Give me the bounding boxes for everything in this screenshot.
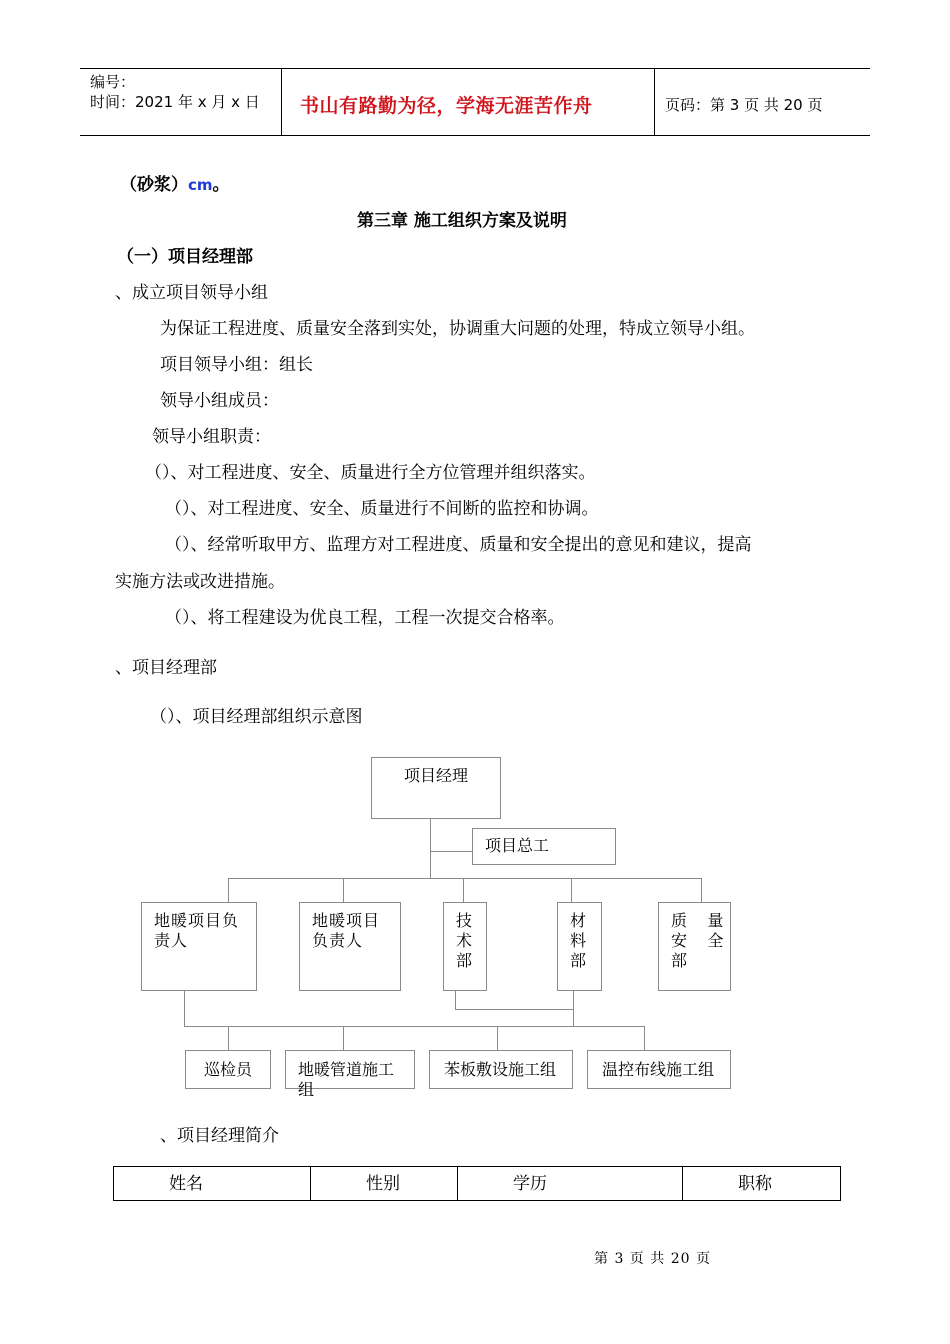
org-box-team-4 <box>587 1050 731 1089</box>
org-label-dept-4: 材料部 <box>570 911 587 970</box>
connector-dept-4-down <box>573 990 574 1026</box>
org-label-dept-2: 地暖项目负责人 <box>312 911 381 950</box>
table-header-cell <box>458 1167 683 1201</box>
table-header-row <box>114 1167 841 1201</box>
org-label-dept-1: 地暖项目负责人 <box>154 911 240 950</box>
table-header-cell <box>683 1167 841 1201</box>
duty-item-3-line-1: （）、经常听取甲方、监理方对工程进度、质量和安全提出的意见和建议，提高 <box>165 535 752 555</box>
duty-item-4: （）、将工程建设为优良工程，工程一次提交合格率。 <box>165 608 565 628</box>
connector-manager-down <box>430 818 431 878</box>
duty-item-3-line-2: 实施方法或改进措施。 <box>115 572 285 592</box>
connector-chief-engineer <box>430 851 472 852</box>
org-label-dept-5-line-2: 安 全 <box>671 931 724 950</box>
duty-item-1: （）、对工程进度、安全、质量进行全方位管理并组织落实。 <box>145 463 596 483</box>
manager-profile-table <box>113 1166 841 1201</box>
paragraph-group-members: 领导小组成员： <box>160 391 279 411</box>
paragraph-purpose: 为保证工程进度、质量安全落到实处，协调重大问题的处理，特成立领导小组。 <box>160 319 755 339</box>
connector-dept-5 <box>701 878 702 902</box>
table-header-gender: 性别 <box>366 1174 400 1194</box>
duty-item-2: （）、对工程进度、安全、质量进行不间断的监控和协调。 <box>165 499 599 519</box>
header-divider-left <box>281 68 282 135</box>
org-label-team-1: 巡检员 <box>204 1060 253 1079</box>
connector-team-bus <box>184 1026 644 1027</box>
subsection-leadership-group: 、成立项目领导小组 <box>115 283 268 303</box>
connector-dept-1-down <box>184 990 185 1026</box>
org-box-dept-4 <box>557 902 602 991</box>
org-box-dept-2 <box>299 902 401 991</box>
connector-dept-3 <box>463 878 464 902</box>
org-label-team-3: 苯板敷设施工组 <box>444 1060 557 1079</box>
org-box-dept-1 <box>141 902 257 991</box>
connector-dept-2 <box>343 878 344 902</box>
table-header-cell <box>311 1167 458 1201</box>
org-label-dept-3: 技术部 <box>456 911 473 970</box>
paragraph-group-duties: 领导小组职责： <box>152 427 271 447</box>
org-label-chief-engineer: 项目总工 <box>485 836 550 855</box>
mortar-suffix: 。 <box>212 175 230 195</box>
mortar-unit: cm <box>188 176 213 194</box>
connector-team-3 <box>497 1026 498 1050</box>
connector-dept-4 <box>571 878 572 902</box>
section-heading: （一）项目经理部 <box>117 247 253 267</box>
header-bottom-rule <box>80 135 870 136</box>
table-header-cell <box>114 1167 311 1201</box>
header-page-label: 页码：第 3 页 共 20 页 <box>665 96 823 114</box>
mortar-prefix: （砂浆） <box>120 175 188 195</box>
mortar-line <box>120 170 230 195</box>
org-box-team-2 <box>285 1050 415 1099</box>
header-top-rule <box>80 68 870 69</box>
org-box-team-1 <box>185 1050 271 1089</box>
connector-team-4 <box>644 1026 645 1050</box>
header-motto: 书山有路勤为径，学海无涯苦作舟 <box>300 95 593 117</box>
org-box-manager <box>371 757 501 819</box>
org-box-team-3 <box>429 1050 573 1089</box>
header-serial-label: 编号： <box>90 73 136 91</box>
connector-mid-bus <box>455 1009 573 1010</box>
org-box-chief-engineer <box>472 828 616 865</box>
connector-team-2 <box>343 1026 344 1050</box>
org-label-team-4: 温控布线施工组 <box>602 1060 715 1079</box>
org-label-dept-5-line-3: 部 <box>671 951 688 970</box>
table-header-name: 姓名 <box>169 1174 203 1194</box>
chapter-title: 第三章 施工组织方案及说明 <box>357 211 567 231</box>
table-header-title: 职称 <box>738 1174 772 1194</box>
org-box-dept-5 <box>658 902 731 991</box>
org-label-dept-5-line-1: 质 量 <box>671 911 724 930</box>
connector-dept-bus <box>228 878 702 879</box>
connector-dept-3-down <box>455 990 456 1009</box>
header-time-label: 时间：2021 年 x 月 x 日 <box>90 93 260 111</box>
page-footer: 第 3 页 共 20 页 <box>594 1251 711 1267</box>
table-header-education: 学历 <box>513 1174 547 1194</box>
connector-dept-1 <box>228 878 229 902</box>
subsection-project-dept: 、项目经理部 <box>115 658 217 678</box>
connector-team-1 <box>228 1026 229 1050</box>
org-chart-caption: （）、项目经理部组织示意图 <box>150 707 363 727</box>
paragraph-group-leader: 项目领导小组：组长 <box>160 355 313 375</box>
subsection-manager-profile: 、项目经理简介 <box>160 1126 279 1146</box>
org-box-dept-3 <box>443 902 487 991</box>
header-divider-right <box>654 68 655 135</box>
org-label-team-2: 地暖管道施工组 <box>298 1060 395 1099</box>
org-label-manager: 项目经理 <box>404 766 469 785</box>
